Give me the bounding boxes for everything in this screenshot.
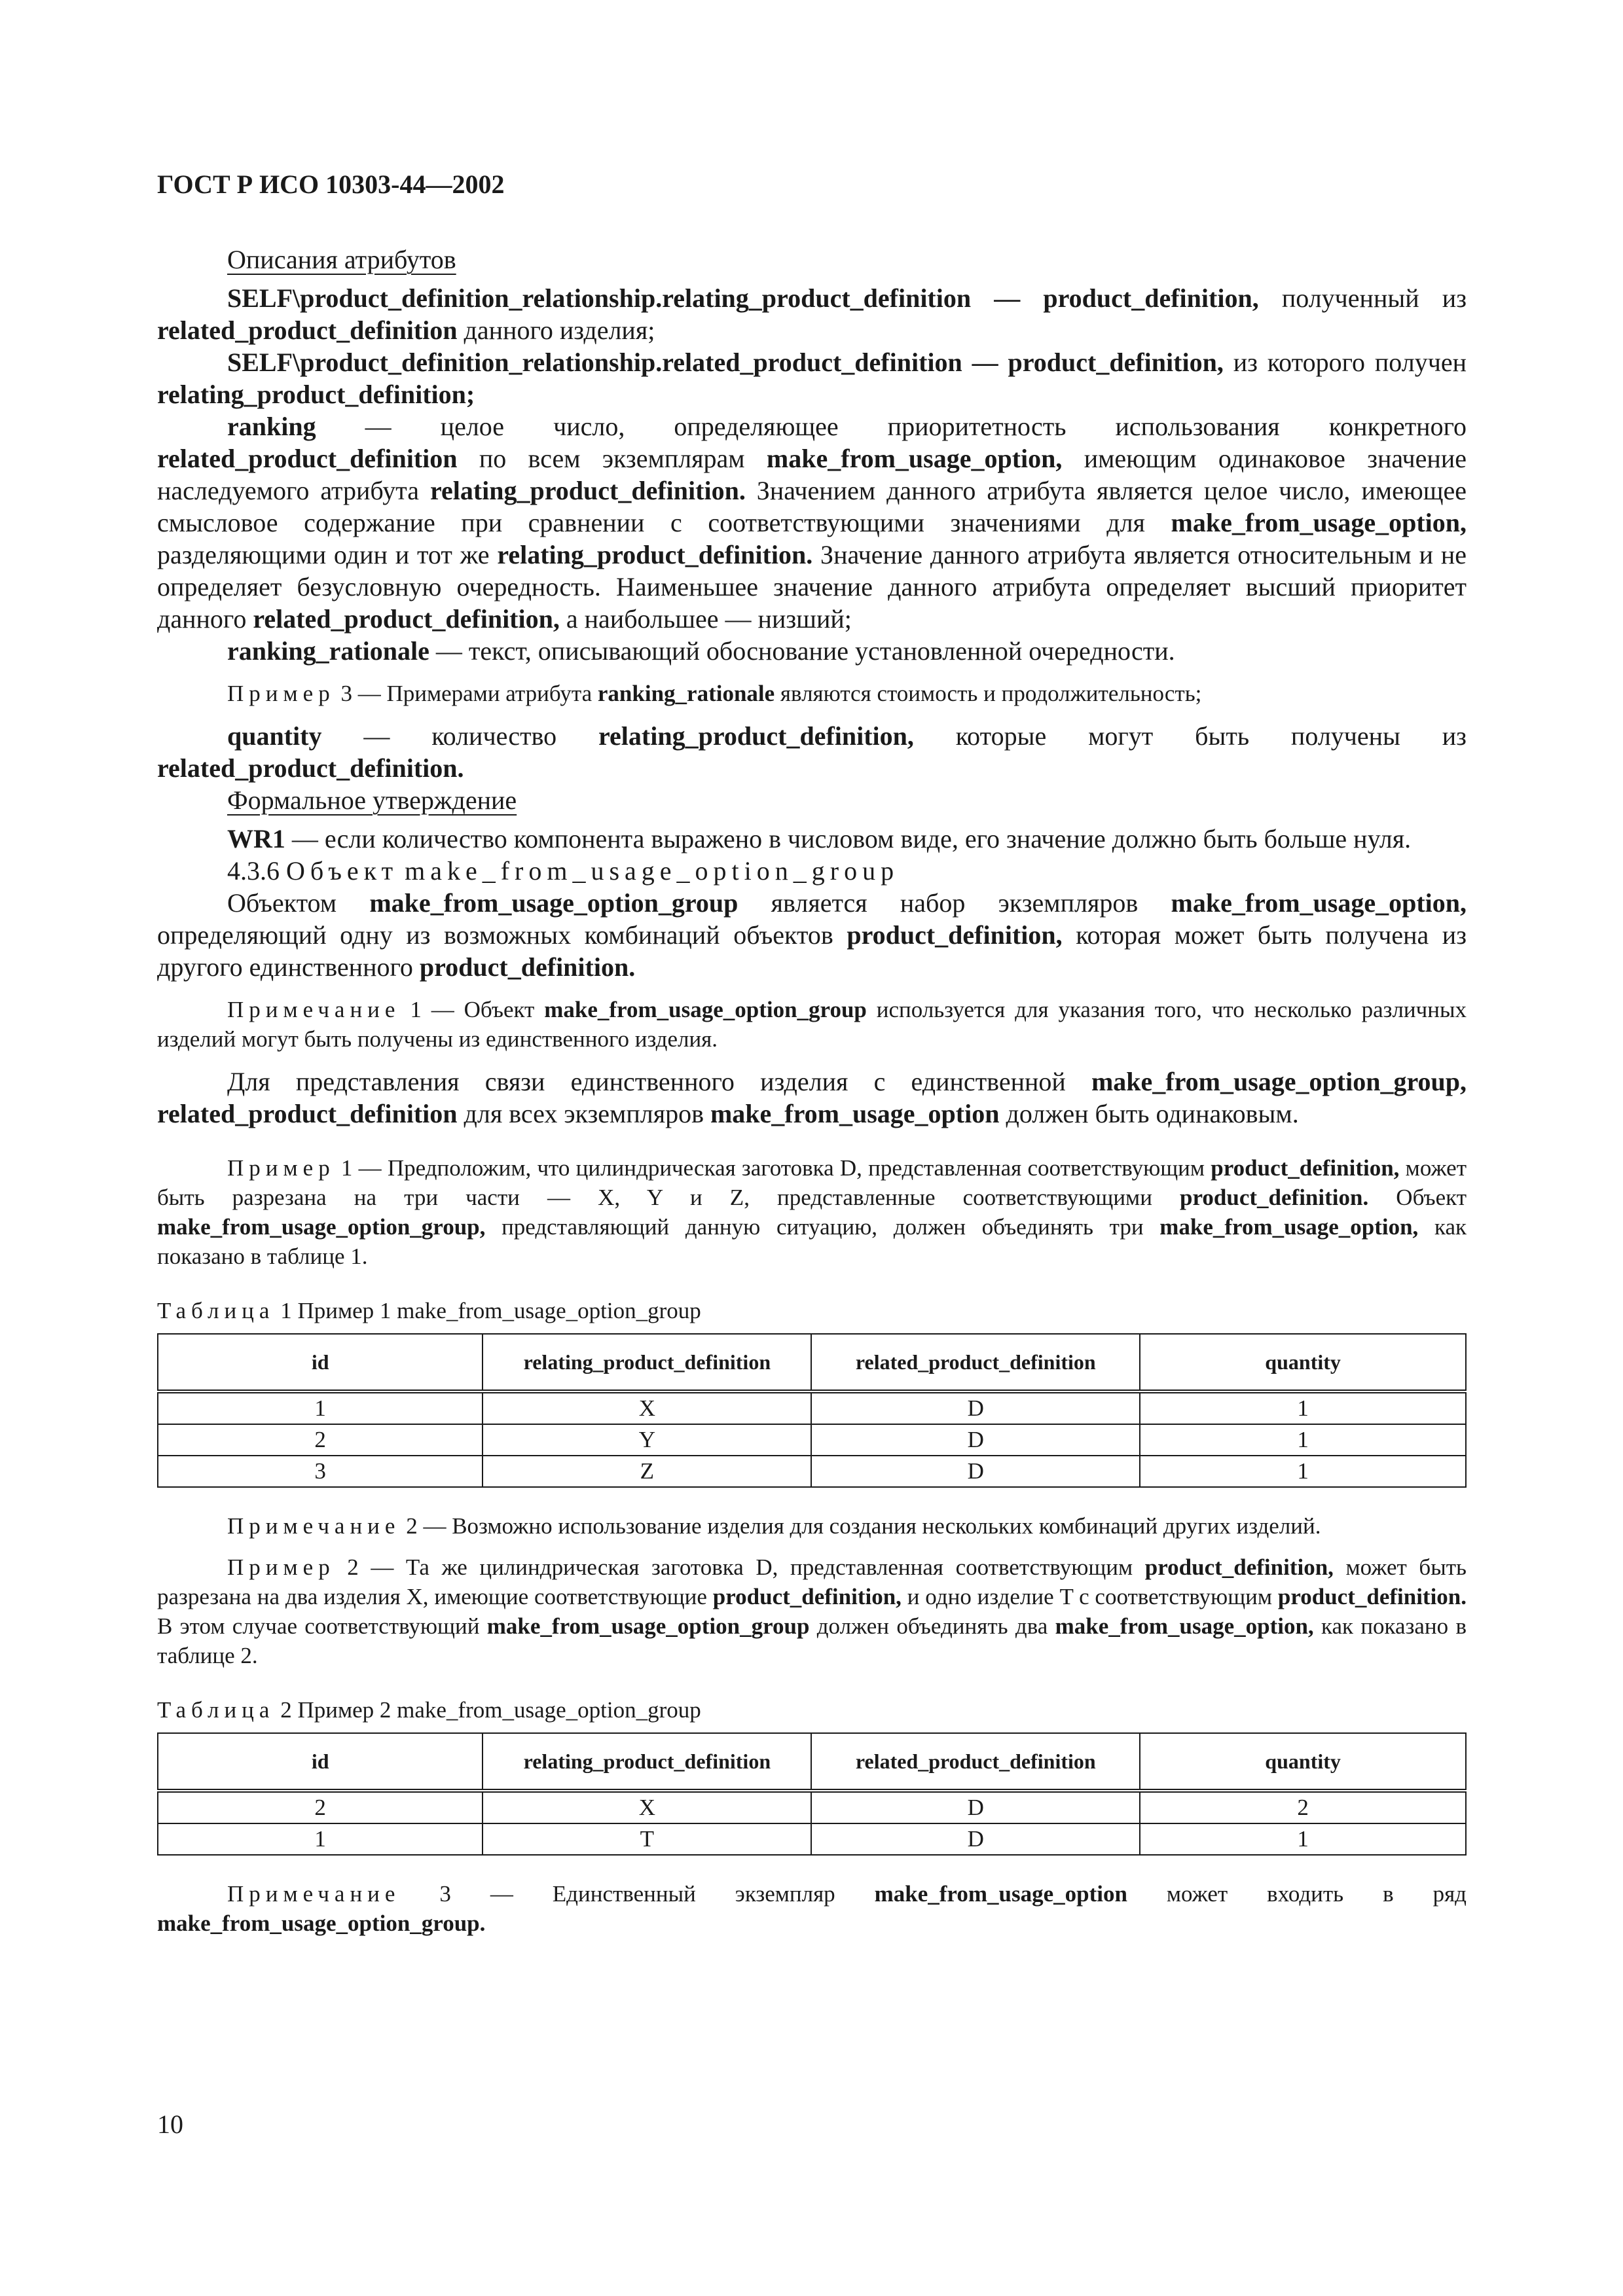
column-header: related_product_definition [811, 1733, 1140, 1791]
example-1: Пример 1 — Предположим, что цилиндрическая заготовка D, представленная соответствующим product_definition, может быть разрезана на три части — X, Y и Z, представленные соответствующими product_definition. Объект make_from_usage_option_group, представляющий данную ситуацию, должен объединять три make_from_usage_option, как показано в таблице 1. [157, 1155, 1467, 1269]
table-cell: 1 [1140, 1391, 1466, 1424]
table-cell: 2 [158, 1424, 483, 1456]
attr-relating-paragraph: SELF\product_definition_relationship.relating_product_definition — product_definition, полученный из related_product_definition данного изделия; [157, 283, 1467, 345]
table-1 [157, 1333, 1467, 1488]
table-cell: X [483, 1391, 811, 1424]
column-header: id [158, 1334, 483, 1391]
table-header-row [158, 1733, 1466, 1791]
table-cell: 1 [1140, 1823, 1466, 1855]
column-header: quantity [1140, 1733, 1466, 1791]
table-cell: D [811, 1424, 1140, 1456]
table-cell: T [483, 1823, 811, 1855]
page-number: 10 [157, 2109, 183, 2139]
table-cell: 2 [158, 1791, 483, 1823]
example-3: Пример 3 — Примерами атрибута ranking_rationale являются стоимость и продолжительность; [227, 681, 1202, 706]
note-2: Примечание 2 — Возможно использование изделия для создания нескольких комбинаций других изделий. [227, 1513, 1321, 1539]
column-header: id [158, 1733, 483, 1791]
attributes-heading: Описания атрибутов [227, 245, 456, 274]
table-cell: 1 [158, 1823, 483, 1855]
column-header: related_product_definition [811, 1334, 1140, 1391]
example-2: Пример 2 — Та же цилиндрическая заготовка D, представленная соответствующим product_definition, может быть разрезана на два изделия X, имеющие соответствующие product_definition, и одно изделие T с соответствующим product_definition. В этом случае соответствующий make_from_usage_option_group должен объединять два make_from_usage_option, как показано в таблице 2. [157, 1554, 1467, 1668]
table-row [158, 1424, 1466, 1456]
table-cell: 3 [158, 1456, 483, 1487]
attr-ranking-rationale-paragraph: ranking_rationale — текст, описывающий обоснование установленной очередности. [227, 636, 1175, 666]
document-body [157, 243, 1467, 1938]
table-cell: 1 [1140, 1456, 1466, 1487]
rule-wr1-paragraph: WR1 — если количество компонента выражено в числовом виде, его значение должно быть больше нуля. [227, 824, 1412, 853]
table-1-caption: Таблица 1 Пример 1 make_from_usage_option_group [157, 1298, 701, 1323]
table-cell: Z [483, 1456, 811, 1487]
table-cell: 2 [1140, 1791, 1466, 1823]
note-3: Примечание 3 — Единственный экземпляр make_from_usage_option может входить в ряд make_from_usage_option_group. [157, 1881, 1467, 1936]
table-cell: D [811, 1391, 1140, 1424]
column-header: relating_product_definition [483, 1334, 811, 1391]
section-heading: 4.3.6 Объект make_from_usage_option_group [227, 856, 900, 886]
table-cell: D [811, 1823, 1140, 1855]
attr-ranking-paragraph: ranking — целое число, определяющее приоритетность использования конкретного related_product_definition по всем экземплярам make_from_usage_option, имеющим одинаковое значение наследуемого атрибута relating_product_definition. Значением данного атрибута является целое число, имеющее смысловое содержание при сравнении с соответствующими значениями для make_from_usage_option, разделяющими один и тот же relating_product_definition. Значение данного атрибута является относительным и не определяет безусловную очередность. Наименьшее значение данного атрибута определяет высший приоритет данного related_product_definition, а наибольшее — низший; [157, 412, 1467, 634]
table-row [158, 1391, 1466, 1424]
table-2 [157, 1732, 1467, 1856]
relation-paragraph: Для представления связи единственного изделия с единственной make_from_usage_option_group, related_product_definition для всех экземпляров make_from_usage_option должен быть одинаковым. [157, 1067, 1467, 1128]
table-cell: Y [483, 1424, 811, 1456]
table-2-caption: Таблица 2 Пример 2 make_from_usage_option_group [157, 1697, 701, 1723]
note-1: Примечание 1 — Объект make_from_usage_option_group используется для указания того, что несколько различных изделий могут быть получены из единственного изделия. [157, 997, 1467, 1052]
table-row [158, 1823, 1466, 1855]
table-cell: X [483, 1791, 811, 1823]
attr-quantity-paragraph: quantity — количество relating_product_definition, которые могут быть получены из related_product_definition. [157, 721, 1467, 783]
table-cell: D [811, 1456, 1140, 1487]
object-definition-paragraph: Объектом make_from_usage_option_group является набор экземпляров make_from_usage_option, определяющий одну из возможных комбинаций объектов product_definition, которая может быть получена из другого единственного product_definition. [157, 888, 1467, 982]
formal-heading: Формальное утверждение [227, 785, 517, 815]
document-header: ГОСТ Р ИСО 10303-44—2002 [157, 170, 505, 199]
table-cell: D [811, 1791, 1140, 1823]
column-header: relating_product_definition [483, 1733, 811, 1791]
column-header: quantity [1140, 1334, 1466, 1391]
table-header-row [158, 1334, 1466, 1391]
table-row [158, 1456, 1466, 1487]
attr-related-paragraph: SELF\product_definition_relationship.related_product_definition — product_definition, из которого получен relating_product_definition; [157, 348, 1467, 409]
table-cell: 1 [158, 1391, 483, 1424]
table-cell: 1 [1140, 1424, 1466, 1456]
table-row [158, 1791, 1466, 1823]
